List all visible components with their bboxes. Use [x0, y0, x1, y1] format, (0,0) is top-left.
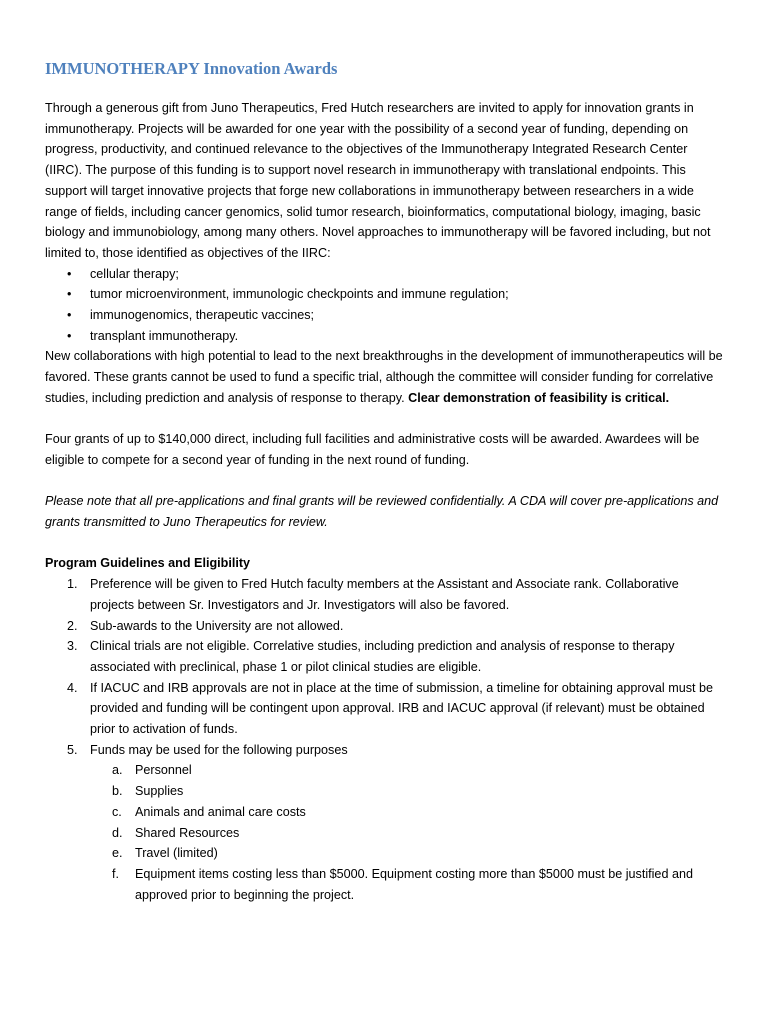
page-title: IMMUNOTHERAPY Innovation Awards [45, 59, 338, 78]
confidentiality-note: Please note that all pre-applications and final grants will be reviewed confidentially. A CDA will cover pre-applications and grants transmitted to Juno Therapeutics for review. [45, 494, 719, 530]
list-item-text: cellular therapy; [90, 266, 179, 281]
list-item [45, 284, 725, 305]
list-item-text: Funds may be used for the following purposes [90, 742, 348, 757]
list-item-text: Clinical trials are not eligible. Correlative studies, including prediction and analysis of response to therapy associated with preclinical, phase 1 or pilot clinical studies are eligible. [90, 639, 675, 674]
list-item-text: If IACUC and IRB approvals are not in place at the time of submission, a timeline for obtaining approval must be provided and funding will be contingent upon approval. IRB and IACUC approval (if relevant) must be obtained prior to activation of funds. [90, 680, 714, 737]
list-item [45, 326, 725, 347]
list-item [90, 823, 725, 844]
list-item-text: Shared Resources [135, 825, 240, 840]
item-letter: b. [112, 784, 123, 799]
list-item [45, 740, 725, 906]
list-item [45, 636, 725, 677]
guidelines-list [45, 574, 725, 905]
item-letter: d. [112, 825, 123, 840]
list-item [90, 781, 725, 802]
item-number: 3. [67, 639, 78, 654]
item-letter: a. [112, 763, 123, 778]
item-number: 5. [67, 742, 78, 757]
feasibility-statement: Clear demonstration of feasibility is critical. [408, 390, 670, 405]
list-item-text: immunogenomics, therapeutic vaccines; [90, 308, 314, 323]
list-item-text: Animals and animal care costs [135, 804, 306, 819]
bullet-icon: • [67, 266, 72, 281]
list-item [90, 864, 725, 905]
list-item [45, 678, 725, 740]
item-letter: c. [112, 804, 122, 819]
collaborations-text: New collaborations with high potential to lead to the next breakthroughs in the development of immunotherapeutics will be favored. These grants cannot be used to fund a specific trial, although the committee will consider funding for correlative studies, including prediction and analysis of response to therapy. [45, 349, 723, 405]
list-item-text: Equipment items costing less than $5000. Equipment costing more than $5000 must be justified and approved prior to beginning the project. [135, 866, 693, 902]
grants-paragraph: Four grants of up to $140,000 direct, including full facilities and administrative costs will be awarded. Awardees will be eligible to compete for a second year of funding in the next round of funding. [45, 432, 700, 467]
item-letter: f. [112, 866, 119, 881]
objectives-list [45, 264, 725, 347]
list-item [45, 305, 725, 326]
list-item-text: Personnel [135, 763, 192, 778]
list-item [45, 264, 725, 285]
purposes-list [90, 760, 725, 905]
item-letter: e. [112, 846, 123, 861]
list-item-text: Travel (limited) [135, 846, 218, 861]
list-item-text: Sub-awards to the University are not allowed. [90, 618, 344, 633]
collaborations-paragraph [45, 346, 725, 408]
list-item [45, 574, 725, 615]
list-item [90, 760, 725, 781]
list-item-text: tumor microenvironment, immunologic checkpoints and immune regulation; [90, 287, 509, 302]
list-item-text: Preference will be given to Fred Hutch faculty members at the Assistant and Associate rank. Collaborative projects between Sr. Investigators and Jr. Investigators will also be favored. [90, 577, 679, 612]
list-item [90, 802, 725, 823]
item-number: 2. [67, 618, 78, 633]
intro-paragraph: Through a generous gift from Juno Therapeutics, Fred Hutch researchers are invited to apply for innovation grants in immunotherapy. Projects will be awarded for one year with the possibility of a second year of funding, depending on progress, productivity, and continued relevance to the objectives of the Immunotherapy Integrated Research Center (IIRC). The purpose of this funding is to support novel research in immunotherapy with translational endpoints. This support will target innovative projects that forge new collaborations in immunotherapy between researchers in a wide range of fields, including cancer genomics, solid tumor research, bioinformatics, computational biology, imaging, basic biology and immunobiology, among many others. Novel approaches to immunotherapy will be favored including, but not limited to, those identified as objectives of the IIRC: [45, 101, 711, 260]
list-item [90, 843, 725, 864]
bullet-icon: • [67, 308, 72, 323]
guidelines-heading: Program Guidelines and Eligibility [45, 556, 251, 571]
item-number: 4. [67, 680, 78, 695]
list-item [45, 616, 725, 637]
bullet-icon: • [67, 287, 72, 302]
list-item-text: Supplies [135, 784, 184, 799]
bullet-icon: • [67, 328, 72, 343]
item-number: 1. [67, 577, 78, 592]
list-item-text: transplant immunotherapy. [90, 328, 239, 343]
document-page [45, 58, 725, 905]
